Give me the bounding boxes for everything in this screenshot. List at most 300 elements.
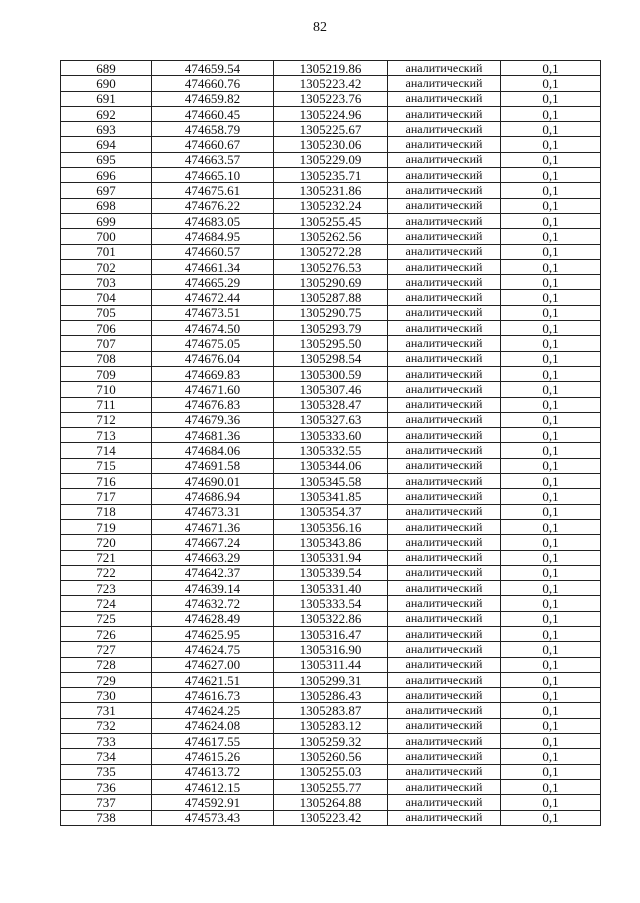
point-number-cell: 697 <box>61 183 152 198</box>
y-coordinate-cell: 1305255.45 <box>274 213 388 228</box>
x-coordinate-cell: 474639.14 <box>152 581 274 596</box>
accuracy-cell: 0,1 <box>501 764 601 779</box>
point-number-cell: 703 <box>61 275 152 290</box>
table-row <box>61 581 601 596</box>
y-coordinate-cell: 1305283.87 <box>274 703 388 718</box>
y-coordinate-cell: 1305293.79 <box>274 321 388 336</box>
accuracy-cell: 0,1 <box>501 213 601 228</box>
accuracy-cell: 0,1 <box>501 703 601 718</box>
point-number-cell: 696 <box>61 168 152 183</box>
method-cell: аналитический <box>388 275 501 290</box>
x-coordinate-cell: 474690.01 <box>152 474 274 489</box>
y-coordinate-cell: 1305219.86 <box>274 61 388 76</box>
y-coordinate-cell: 1305290.69 <box>274 275 388 290</box>
table-row <box>61 703 601 718</box>
method-cell: аналитический <box>388 642 501 657</box>
y-coordinate-cell: 1305333.60 <box>274 428 388 443</box>
method-cell: аналитический <box>388 611 501 626</box>
table-row <box>61 244 601 259</box>
method-cell: аналитический <box>388 703 501 718</box>
x-coordinate-cell: 474660.67 <box>152 137 274 152</box>
x-coordinate-cell: 474660.45 <box>152 106 274 121</box>
x-coordinate-cell: 474667.24 <box>152 535 274 550</box>
x-coordinate-cell: 474627.00 <box>152 657 274 672</box>
table-row <box>61 321 601 336</box>
table-row <box>61 565 601 580</box>
method-cell: аналитический <box>388 259 501 274</box>
table-row <box>61 91 601 106</box>
table-row <box>61 810 601 825</box>
table-row <box>61 672 601 687</box>
accuracy-cell: 0,1 <box>501 626 601 641</box>
table-row <box>61 626 601 641</box>
x-coordinate-cell: 474624.75 <box>152 642 274 657</box>
point-number-cell: 694 <box>61 137 152 152</box>
x-coordinate-cell: 474671.36 <box>152 519 274 534</box>
table-row <box>61 275 601 290</box>
accuracy-cell: 0,1 <box>501 519 601 534</box>
accuracy-cell: 0,1 <box>501 321 601 336</box>
accuracy-cell: 0,1 <box>501 275 601 290</box>
method-cell: аналитический <box>388 596 501 611</box>
accuracy-cell: 0,1 <box>501 168 601 183</box>
x-coordinate-cell: 474616.73 <box>152 688 274 703</box>
point-number-cell: 709 <box>61 366 152 381</box>
point-number-cell: 725 <box>61 611 152 626</box>
y-coordinate-cell: 1305331.94 <box>274 550 388 565</box>
point-number-cell: 736 <box>61 779 152 794</box>
y-coordinate-cell: 1305287.88 <box>274 290 388 305</box>
accuracy-cell: 0,1 <box>501 611 601 626</box>
y-coordinate-cell: 1305264.88 <box>274 795 388 810</box>
table-row <box>61 137 601 152</box>
coordinates-table <box>60 60 601 826</box>
y-coordinate-cell: 1305232.24 <box>274 198 388 213</box>
method-cell: аналитический <box>388 795 501 810</box>
method-cell: аналитический <box>388 122 501 137</box>
point-number-cell: 730 <box>61 688 152 703</box>
y-coordinate-cell: 1305344.06 <box>274 458 388 473</box>
y-coordinate-cell: 1305229.09 <box>274 152 388 167</box>
accuracy-cell: 0,1 <box>501 795 601 810</box>
table-row <box>61 305 601 320</box>
table-row <box>61 397 601 412</box>
table-row <box>61 152 601 167</box>
x-coordinate-cell: 474673.51 <box>152 305 274 320</box>
table-row <box>61 550 601 565</box>
point-number-cell: 712 <box>61 412 152 427</box>
y-coordinate-cell: 1305295.50 <box>274 336 388 351</box>
method-cell: аналитический <box>388 657 501 672</box>
point-number-cell: 701 <box>61 244 152 259</box>
method-cell: аналитический <box>388 458 501 473</box>
table-row <box>61 688 601 703</box>
table-row <box>61 122 601 137</box>
accuracy-cell: 0,1 <box>501 336 601 351</box>
x-coordinate-cell: 474658.79 <box>152 122 274 137</box>
method-cell: аналитический <box>388 198 501 213</box>
table-row <box>61 428 601 443</box>
x-coordinate-cell: 474686.94 <box>152 489 274 504</box>
accuracy-cell: 0,1 <box>501 183 601 198</box>
y-coordinate-cell: 1305255.03 <box>274 764 388 779</box>
point-number-cell: 733 <box>61 734 152 749</box>
accuracy-cell: 0,1 <box>501 76 601 91</box>
point-number-cell: 691 <box>61 91 152 106</box>
method-cell: аналитический <box>388 764 501 779</box>
method-cell: аналитический <box>388 183 501 198</box>
y-coordinate-cell: 1305299.31 <box>274 672 388 687</box>
table-row <box>61 458 601 473</box>
x-coordinate-cell: 474675.05 <box>152 336 274 351</box>
point-number-cell: 710 <box>61 382 152 397</box>
y-coordinate-cell: 1305333.54 <box>274 596 388 611</box>
table-row <box>61 106 601 121</box>
table-row <box>61 443 601 458</box>
accuracy-cell: 0,1 <box>501 489 601 504</box>
y-coordinate-cell: 1305255.77 <box>274 779 388 794</box>
x-coordinate-cell: 474684.06 <box>152 443 274 458</box>
table-row <box>61 336 601 351</box>
point-number-cell: 708 <box>61 351 152 366</box>
table-row <box>61 198 601 213</box>
accuracy-cell: 0,1 <box>501 412 601 427</box>
y-coordinate-cell: 1305332.55 <box>274 443 388 458</box>
table-row <box>61 351 601 366</box>
y-coordinate-cell: 1305316.90 <box>274 642 388 657</box>
table-row <box>61 519 601 534</box>
x-coordinate-cell: 474573.43 <box>152 810 274 825</box>
point-number-cell: 729 <box>61 672 152 687</box>
y-coordinate-cell: 1305231.86 <box>274 183 388 198</box>
table-row <box>61 535 601 550</box>
method-cell: аналитический <box>388 351 501 366</box>
accuracy-cell: 0,1 <box>501 810 601 825</box>
accuracy-cell: 0,1 <box>501 672 601 687</box>
point-number-cell: 735 <box>61 764 152 779</box>
y-coordinate-cell: 1305286.43 <box>274 688 388 703</box>
point-number-cell: 698 <box>61 198 152 213</box>
accuracy-cell: 0,1 <box>501 198 601 213</box>
x-coordinate-cell: 474642.37 <box>152 565 274 580</box>
method-cell: аналитический <box>388 504 501 519</box>
table-row <box>61 734 601 749</box>
y-coordinate-cell: 1305298.54 <box>274 351 388 366</box>
method-cell: аналитический <box>388 749 501 764</box>
accuracy-cell: 0,1 <box>501 152 601 167</box>
x-coordinate-cell: 474592.91 <box>152 795 274 810</box>
table-row <box>61 259 601 274</box>
table-row <box>61 504 601 519</box>
point-number-cell: 699 <box>61 213 152 228</box>
accuracy-cell: 0,1 <box>501 504 601 519</box>
y-coordinate-cell: 1305311.44 <box>274 657 388 672</box>
x-coordinate-cell: 474621.51 <box>152 672 274 687</box>
point-number-cell: 706 <box>61 321 152 336</box>
x-coordinate-cell: 474674.50 <box>152 321 274 336</box>
table-row <box>61 474 601 489</box>
point-number-cell: 702 <box>61 259 152 274</box>
method-cell: аналитический <box>388 550 501 565</box>
method-cell: аналитический <box>388 290 501 305</box>
accuracy-cell: 0,1 <box>501 535 601 550</box>
table-row <box>61 412 601 427</box>
y-coordinate-cell: 1305259.32 <box>274 734 388 749</box>
x-coordinate-cell: 474660.76 <box>152 76 274 91</box>
method-cell: аналитический <box>388 137 501 152</box>
y-coordinate-cell: 1305230.06 <box>274 137 388 152</box>
point-number-cell: 693 <box>61 122 152 137</box>
accuracy-cell: 0,1 <box>501 565 601 580</box>
table-row <box>61 764 601 779</box>
method-cell: аналитический <box>388 626 501 641</box>
table-row <box>61 749 601 764</box>
accuracy-cell: 0,1 <box>501 244 601 259</box>
y-coordinate-cell: 1305343.86 <box>274 535 388 550</box>
method-cell: аналитический <box>388 91 501 106</box>
accuracy-cell: 0,1 <box>501 366 601 381</box>
accuracy-cell: 0,1 <box>501 749 601 764</box>
method-cell: аналитический <box>388 106 501 121</box>
method-cell: аналитический <box>388 428 501 443</box>
accuracy-cell: 0,1 <box>501 718 601 733</box>
method-cell: аналитический <box>388 213 501 228</box>
table-row <box>61 596 601 611</box>
point-number-cell: 713 <box>61 428 152 443</box>
accuracy-cell: 0,1 <box>501 91 601 106</box>
method-cell: аналитический <box>388 779 501 794</box>
method-cell: аналитический <box>388 61 501 76</box>
x-coordinate-cell: 474617.55 <box>152 734 274 749</box>
x-coordinate-cell: 474659.82 <box>152 91 274 106</box>
accuracy-cell: 0,1 <box>501 290 601 305</box>
accuracy-cell: 0,1 <box>501 688 601 703</box>
method-cell: аналитический <box>388 810 501 825</box>
point-number-cell: 720 <box>61 535 152 550</box>
x-coordinate-cell: 474681.36 <box>152 428 274 443</box>
y-coordinate-cell: 1305223.42 <box>274 810 388 825</box>
y-coordinate-cell: 1305341.85 <box>274 489 388 504</box>
y-coordinate-cell: 1305328.47 <box>274 397 388 412</box>
x-coordinate-cell: 474673.31 <box>152 504 274 519</box>
y-coordinate-cell: 1305224.96 <box>274 106 388 121</box>
y-coordinate-cell: 1305322.86 <box>274 611 388 626</box>
table-row <box>61 366 601 381</box>
x-coordinate-cell: 474683.05 <box>152 213 274 228</box>
point-number-cell: 692 <box>61 106 152 121</box>
y-coordinate-cell: 1305260.56 <box>274 749 388 764</box>
y-coordinate-cell: 1305356.16 <box>274 519 388 534</box>
accuracy-cell: 0,1 <box>501 474 601 489</box>
y-coordinate-cell: 1305225.67 <box>274 122 388 137</box>
y-coordinate-cell: 1305276.53 <box>274 259 388 274</box>
method-cell: аналитический <box>388 321 501 336</box>
method-cell: аналитический <box>388 688 501 703</box>
x-coordinate-cell: 474624.08 <box>152 718 274 733</box>
accuracy-cell: 0,1 <box>501 596 601 611</box>
point-number-cell: 718 <box>61 504 152 519</box>
point-number-cell: 704 <box>61 290 152 305</box>
method-cell: аналитический <box>388 412 501 427</box>
method-cell: аналитический <box>388 244 501 259</box>
method-cell: аналитический <box>388 519 501 534</box>
accuracy-cell: 0,1 <box>501 305 601 320</box>
x-coordinate-cell: 474691.58 <box>152 458 274 473</box>
table-row <box>61 642 601 657</box>
point-number-cell: 722 <box>61 565 152 580</box>
table-row <box>61 61 601 76</box>
point-number-cell: 719 <box>61 519 152 534</box>
point-number-cell: 738 <box>61 810 152 825</box>
table-row <box>61 213 601 228</box>
x-coordinate-cell: 474676.83 <box>152 397 274 412</box>
x-coordinate-cell: 474628.49 <box>152 611 274 626</box>
point-number-cell: 705 <box>61 305 152 320</box>
y-coordinate-cell: 1305262.56 <box>274 229 388 244</box>
y-coordinate-cell: 1305331.40 <box>274 581 388 596</box>
point-number-cell: 732 <box>61 718 152 733</box>
method-cell: аналитический <box>388 397 501 412</box>
accuracy-cell: 0,1 <box>501 642 601 657</box>
method-cell: аналитический <box>388 535 501 550</box>
x-coordinate-cell: 474676.04 <box>152 351 274 366</box>
x-coordinate-cell: 474625.95 <box>152 626 274 641</box>
method-cell: аналитический <box>388 229 501 244</box>
x-coordinate-cell: 474632.72 <box>152 596 274 611</box>
point-number-cell: 689 <box>61 61 152 76</box>
x-coordinate-cell: 474615.26 <box>152 749 274 764</box>
point-number-cell: 714 <box>61 443 152 458</box>
table-row <box>61 229 601 244</box>
x-coordinate-cell: 474665.29 <box>152 275 274 290</box>
x-coordinate-cell: 474675.61 <box>152 183 274 198</box>
y-coordinate-cell: 1305307.46 <box>274 382 388 397</box>
method-cell: аналитический <box>388 152 501 167</box>
y-coordinate-cell: 1305272.28 <box>274 244 388 259</box>
method-cell: аналитический <box>388 672 501 687</box>
accuracy-cell: 0,1 <box>501 229 601 244</box>
method-cell: аналитический <box>388 168 501 183</box>
y-coordinate-cell: 1305300.59 <box>274 366 388 381</box>
point-number-cell: 717 <box>61 489 152 504</box>
x-coordinate-cell: 474672.44 <box>152 290 274 305</box>
y-coordinate-cell: 1305283.12 <box>274 718 388 733</box>
method-cell: аналитический <box>388 565 501 580</box>
table-row <box>61 611 601 626</box>
y-coordinate-cell: 1305354.37 <box>274 504 388 519</box>
table-row <box>61 76 601 91</box>
x-coordinate-cell: 474659.54 <box>152 61 274 76</box>
method-cell: аналитический <box>388 366 501 381</box>
page-number: 82 <box>313 20 327 35</box>
point-number-cell: 700 <box>61 229 152 244</box>
method-cell: аналитический <box>388 489 501 504</box>
y-coordinate-cell: 1305223.42 <box>274 76 388 91</box>
accuracy-cell: 0,1 <box>501 106 601 121</box>
accuracy-cell: 0,1 <box>501 351 601 366</box>
x-coordinate-cell: 474663.57 <box>152 152 274 167</box>
point-number-cell: 715 <box>61 458 152 473</box>
coordinates-table-body <box>61 61 601 826</box>
method-cell: аналитический <box>388 443 501 458</box>
method-cell: аналитический <box>388 581 501 596</box>
accuracy-cell: 0,1 <box>501 61 601 76</box>
point-number-cell: 727 <box>61 642 152 657</box>
accuracy-cell: 0,1 <box>501 734 601 749</box>
accuracy-cell: 0,1 <box>501 779 601 794</box>
point-number-cell: 737 <box>61 795 152 810</box>
method-cell: аналитический <box>388 718 501 733</box>
method-cell: аналитический <box>388 734 501 749</box>
x-coordinate-cell: 474612.15 <box>152 779 274 794</box>
table-row <box>61 718 601 733</box>
y-coordinate-cell: 1305339.54 <box>274 565 388 580</box>
x-coordinate-cell: 474624.25 <box>152 703 274 718</box>
accuracy-cell: 0,1 <box>501 259 601 274</box>
point-number-cell: 731 <box>61 703 152 718</box>
x-coordinate-cell: 474663.29 <box>152 550 274 565</box>
y-coordinate-cell: 1305327.63 <box>274 412 388 427</box>
point-number-cell: 728 <box>61 657 152 672</box>
accuracy-cell: 0,1 <box>501 550 601 565</box>
y-coordinate-cell: 1305290.75 <box>274 305 388 320</box>
accuracy-cell: 0,1 <box>501 428 601 443</box>
point-number-cell: 695 <box>61 152 152 167</box>
x-coordinate-cell: 474684.95 <box>152 229 274 244</box>
point-number-cell: 734 <box>61 749 152 764</box>
x-coordinate-cell: 474669.83 <box>152 366 274 381</box>
accuracy-cell: 0,1 <box>501 443 601 458</box>
table-row <box>61 290 601 305</box>
y-coordinate-cell: 1305345.58 <box>274 474 388 489</box>
point-number-cell: 690 <box>61 76 152 91</box>
method-cell: аналитический <box>388 336 501 351</box>
x-coordinate-cell: 474679.36 <box>152 412 274 427</box>
y-coordinate-cell: 1305235.71 <box>274 168 388 183</box>
table-row <box>61 779 601 794</box>
point-number-cell: 726 <box>61 626 152 641</box>
y-coordinate-cell: 1305316.47 <box>274 626 388 641</box>
table-row <box>61 489 601 504</box>
method-cell: аналитический <box>388 305 501 320</box>
point-number-cell: 716 <box>61 474 152 489</box>
table-row <box>61 183 601 198</box>
table-row <box>61 795 601 810</box>
point-number-cell: 711 <box>61 397 152 412</box>
table-row <box>61 382 601 397</box>
x-coordinate-cell: 474665.10 <box>152 168 274 183</box>
method-cell: аналитический <box>388 382 501 397</box>
table-row <box>61 168 601 183</box>
point-number-cell: 707 <box>61 336 152 351</box>
method-cell: аналитический <box>388 76 501 91</box>
table-row <box>61 657 601 672</box>
x-coordinate-cell: 474676.22 <box>152 198 274 213</box>
x-coordinate-cell: 474661.34 <box>152 259 274 274</box>
x-coordinate-cell: 474613.72 <box>152 764 274 779</box>
method-cell: аналитический <box>388 474 501 489</box>
accuracy-cell: 0,1 <box>501 458 601 473</box>
x-coordinate-cell: 474671.60 <box>152 382 274 397</box>
point-number-cell: 724 <box>61 596 152 611</box>
point-number-cell: 721 <box>61 550 152 565</box>
accuracy-cell: 0,1 <box>501 581 601 596</box>
accuracy-cell: 0,1 <box>501 397 601 412</box>
accuracy-cell: 0,1 <box>501 657 601 672</box>
accuracy-cell: 0,1 <box>501 382 601 397</box>
accuracy-cell: 0,1 <box>501 137 601 152</box>
accuracy-cell: 0,1 <box>501 122 601 137</box>
